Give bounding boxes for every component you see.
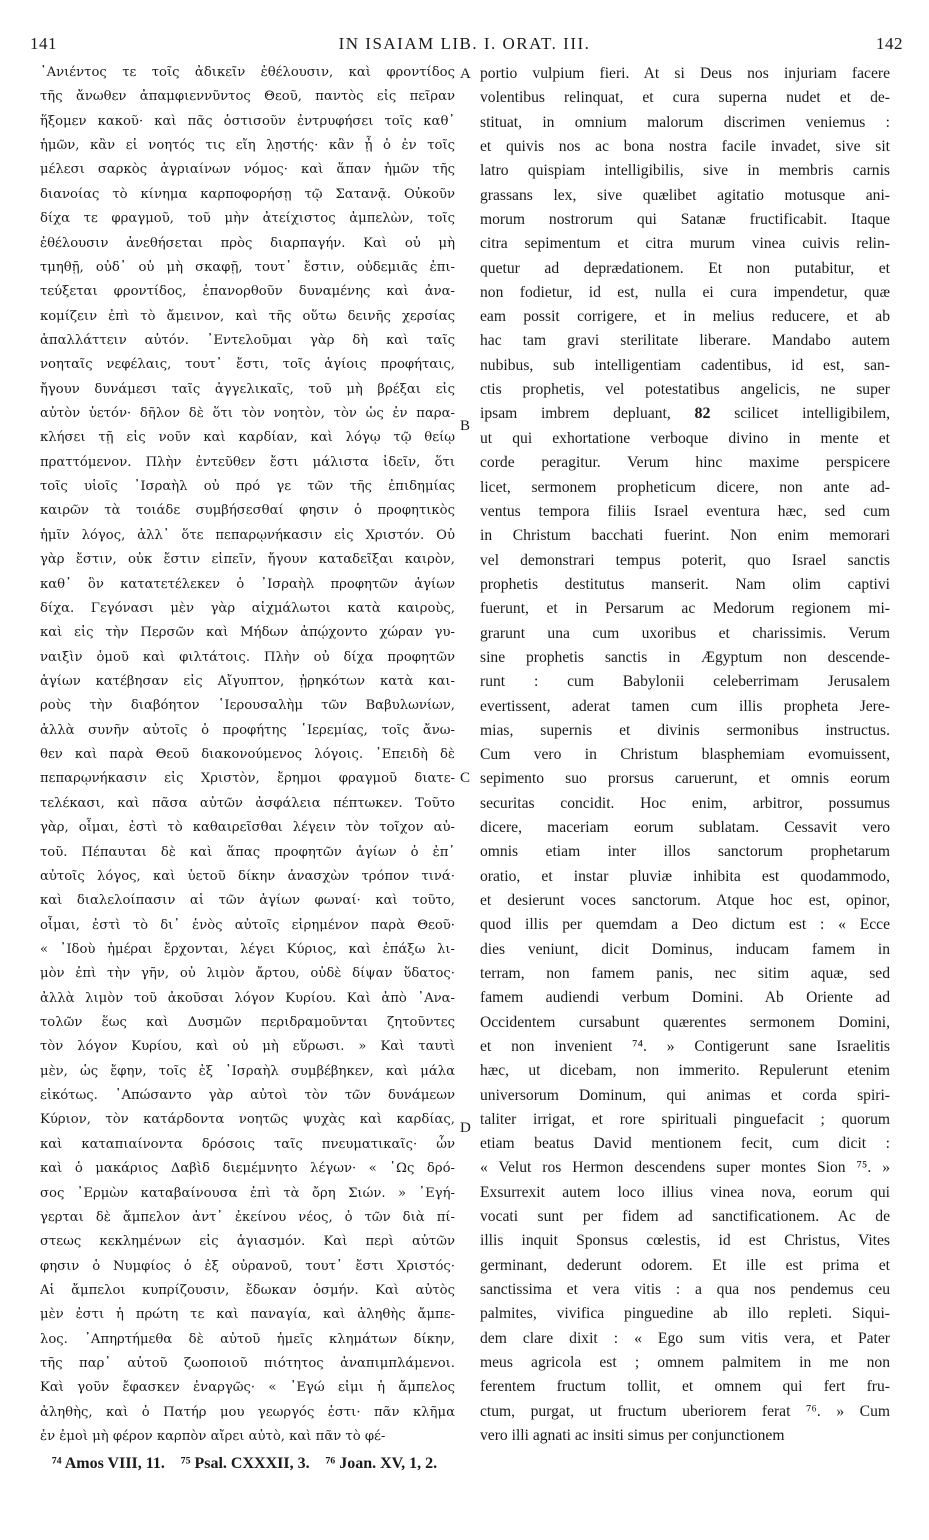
latin-line: « Velut ros Hermon descendens super montes Sion ⁷⁵. »: [480, 1159, 890, 1177]
latin-line: portio vulpium fieri. At si Deus nos injuriam facere: [480, 65, 890, 82]
latin-line: morum nostrorum qui Satanæ fructificabit. Itaque: [480, 210, 890, 228]
greek-line: ροὺς τὴν διαβόητον ῾Ιερουσαλὴμ τῶν Βαβυλωνίων,: [40, 698, 455, 714]
greek-line: τολῶν ἕως καὶ Δυσμῶν περιδραμοῦνται ζητοῦντες: [40, 1015, 455, 1031]
margin-marker-c: C: [460, 770, 471, 786]
latin-line: meus agricola est ; omnem palmitem in me non: [480, 1353, 890, 1371]
page-number-left: 141: [30, 34, 57, 53]
latin-line: in Christum bacchati fuerint. Non enim memorari: [480, 527, 890, 545]
latin-line: Occidentem cursabunt quærentes sermonem Domini,: [480, 1013, 890, 1031]
latin-line: vel demonstrari tempus poterit, quo Israel sanctis: [480, 551, 890, 569]
latin-line: oratio, et instar pluviæ inhibita est quodammodo,: [480, 867, 890, 885]
greek-line: Αἱ ἄμπελοι κυπρίζουσιν, ἔδωκαν ὀσμήν. Καὶ αὐτὸς: [40, 1282, 455, 1298]
latin-line: vocati sunt per fidem ad sanctificationem. Ac de: [480, 1208, 890, 1226]
latin-line: grarunt una cum uxoribus et charissimis. Verum: [480, 624, 890, 642]
margin-marker-b: B: [460, 418, 471, 434]
latin-line: etiam beatus David mentionem fecit, cum dicit :: [480, 1135, 890, 1153]
greek-line: ἐθέλουσιν ἀνεθήσεται πρὸς διαρπαγήν. Καὶ οὐ μὴ: [40, 235, 455, 251]
latin-line: grassans lex, sive quælibet agitatio motusque ani-: [480, 186, 890, 204]
greek-line: τὸν λόγον Κυρίου, καὶ οὐ μὴ εὕρωσι. » Καὶ ταυτὶ: [40, 1039, 455, 1055]
greek-line: ἐν ἐμοὶ μὴ φέρον καρπὸν αἴρει αὐτὸ, καὶ πᾶν τὸ φέ-: [40, 1429, 386, 1445]
latin-line: Cum vero in Christum blasphemiam evomuissent,: [480, 746, 890, 764]
latin-line: latro quispiam intelligibilis, sive in membris carnis: [480, 162, 890, 180]
greek-line: αὐτὸν ὑετόν· δῆλον δὲ ὅτι τὸν νοητὸν, τὸν ὡς ἐν παρα-: [40, 406, 455, 422]
latin-line: illis inquit Sponsus cœlestis, id est Christus, Vites: [480, 1232, 890, 1250]
greek-line: νοηταῖς νεφέλαις, τουτ᾿ ἔστι, τοῖς ἁγίοις προφήταις,: [40, 357, 455, 373]
latin-line: dem clare dixit : « Ego sum vitis vera, et Pater: [480, 1329, 890, 1347]
greek-line: θεν καὶ παρὰ Θεοῦ διακονούμενος λόγοις. ᾿Επειδὴ δὲ: [40, 747, 455, 763]
margin-marker-d: D: [460, 1120, 471, 1136]
latin-line: citra sepimentum et citra murum vinea cuivis relin-: [480, 235, 890, 253]
greek-line: διανοίας τὸ κίνημα καρποφορήσῃ τῷ Σατανᾷ. Οὐκοῦν: [40, 186, 455, 202]
latin-line: ferentem fructum tollit, et omnem qui fert fru-: [480, 1378, 890, 1396]
running-title: IN ISAIAM LIB. I. ORAT. III.: [338, 34, 591, 53]
latin-line: sine prophetis sanctis in Ægyptum non descende-: [480, 648, 890, 666]
footnote: ⁷⁶ Joan. XV, 1, 2.: [325, 1455, 438, 1472]
greek-line: μέλεσι σαρκὸς ἀγριαίνων νόμος· καὶ ἅπαν ἡμῶν τῆς: [40, 162, 455, 178]
latin-line: dies veniunt, dicit Dominus, inducam famem in: [480, 940, 890, 958]
greek-line: καὶ διαλελοίπασιν αἱ τῶν ἁγίων φωναί· καὶ τοῦτο,: [40, 893, 455, 909]
latin-line: sanctissima et vera vitis : a qua nos pendemus ceu: [480, 1281, 890, 1299]
latin-line: ipsam imbrem depluant, 82 scilicet intelligibilem,: [480, 405, 890, 423]
latin-line: volentibus relinquat, et cura superna nudet et de-: [480, 89, 890, 107]
greek-line: μὲν ἐστι ἡ πρώτη τε καὶ παναγία, καὶ ἀληθὴς ἄμπε-: [40, 1307, 455, 1323]
greek-line: ἀλλὰ λιμὸν τοῦ ἀκοῦσαι λόγον Κυρίου. Καὶ ἀπὸ ᾿Ανα-: [40, 990, 455, 1006]
greek-line: κλήσει τῇ εἰς νοῦν καὶ καρδίαν, καὶ λόγῳ τῷ θείῳ: [40, 430, 455, 446]
latin-line: germinant, dederunt odorem. Et ille est prima et: [480, 1256, 890, 1274]
footnote: ⁷⁴ Amos VIII, 11.: [52, 1455, 165, 1472]
latin-line: sepimento suo prorsus caruerunt, et omnis eorum: [480, 770, 890, 788]
latin-line: ctum, purgat, ut fructum uberiorem ferat ⁷⁶. » Cum: [480, 1402, 890, 1420]
greek-line: ἤγουν δυνάμεσι ταῖς ἀγγελικαῖς, τοῦ μὴ βρέξαι εἰς: [40, 381, 455, 397]
latin-line: et non invenient ⁷⁴. » Contigerunt sane Israelitis: [480, 1037, 890, 1055]
greek-line: τοῦ. Πέπαυται δὲ καὶ ἅπας προφητῶν ἁγίων ὁ ἐπ᾿: [40, 844, 455, 860]
greek-line: σος ᾿Ερμὼν καταβαίνουσα ἐπὶ τὰ ὄρη Σιών. » ᾿Εγή-: [40, 1185, 455, 1201]
margin-marker-a: A: [460, 66, 471, 82]
footnotes: [52, 1455, 453, 1473]
page-number-right: 142: [876, 34, 903, 53]
latin-line: stituat, in omnium malorum discrimen veniemus :: [480, 113, 890, 131]
greek-line: ἁγίων κατέβησαν εἰς Αἴγυπτον, ᾐρηκότων κατὰ και-: [40, 673, 455, 689]
greek-line: φησιν ὁ Νυμφίος ὁ ἐξ οὐρανοῦ, τουτ᾿ ἔστι Χριστός·: [40, 1258, 455, 1274]
greek-line: αὐτοῖς λόγος, καὶ ὑετοῦ δίκην ἀνασχὼν τρόπον τινά·: [40, 868, 455, 884]
greek-line: « ᾿Ιδοὺ ἡμέραι ἔρχονται, λέγει Κύριος, καὶ ἐπάξω λι-: [40, 941, 455, 957]
latin-line: taliter irrigat, et rore spirituali pinguefacit ; quorum: [480, 1110, 890, 1128]
greek-line: καὶ ὁ μακάριος Δαβὶδ διεμέμνητο λέγων· « ῾Ως δρό-: [40, 1161, 455, 1177]
greek-line: μὲν, ὡς ἔφην, τοῖς ἐξ ᾿Ισραὴλ συμβέβηκεν, καὶ μάλα: [40, 1063, 455, 1079]
latin-line: mias, supernis et divinis sermonibus instructus.: [480, 721, 890, 739]
latin-line: quetur ad deprædationem. Et non putabitur, et: [480, 259, 890, 277]
latin-line: eam possit corrigere, et in melius reducere, et ab: [480, 308, 890, 326]
latin-line: securitas concidit. Hoc enim, arbitror, possumus: [480, 794, 890, 812]
latin-line: fuerunt, et in Persarum ac Medorum regionem mi-: [480, 600, 890, 618]
greek-line: ᾿Ανιέντος τε τοῖς ἀδικεῖν ἐθέλουσιν, καὶ φροντίδος: [40, 65, 455, 80]
latin-line: et desierunt voces sanctorum. Atque hoc est, opinor,: [480, 892, 890, 910]
greek-text-column: [40, 66, 455, 1444]
greek-line: οἶμαι, ἐστὶ τὸ δι᾿ ἑνὸς αὐτοῖς εἰρημένον παρὰ Θεοῦ·: [40, 917, 455, 933]
greek-line: Κύριον, τὸν κατάρδοντα νοητῶς ψυχὰς καὶ καρδίας,: [40, 1112, 455, 1128]
greek-line: ἡμῖν λόγος, ἀλλ᾿ ὅτε πεπαρῳνήκασιν εἰς Χριστόν. Οὐ: [40, 527, 455, 543]
greek-line: πεπαρῳνήκασιν εἰς Χριστὸν, ἔρημοι φραγμοῦ διατε-: [40, 771, 455, 787]
latin-line: hæc, ut dicebam, non immerito. Repulerunt etenim: [480, 1062, 890, 1080]
latin-line: evertissent, aderat tamen cum illis propheta Jere-: [480, 697, 890, 715]
greek-line: Καὶ γοῦν ἔφασκεν ἐναργῶς· « ᾿Εγώ εἰμι ἡ ἄμπελος: [40, 1380, 455, 1396]
latin-line: dicere, maceriam eorum sublatam. Cessavit vero: [480, 819, 890, 837]
latin-line: licet, sermonem propheticum dicere, non ante ad-: [480, 478, 890, 496]
greek-line: λος. ᾿Απηρτήμεθα δὲ αὐτοῦ ἡμεῖς κλημάτων δίκην,: [40, 1331, 455, 1347]
greek-line: δίχα τε φραγμοῦ, τοῦ μὴν ἀτείχιστος ἀμπελὼν, τοῖς: [40, 211, 455, 227]
latin-line: terram, non famem panis, nec sitim aquæ, sed: [480, 964, 890, 982]
latin-line: ventus tempora filiis Israel eventura hæc, sed cum: [480, 503, 890, 521]
latin-line: nubibus, sub intelligentiam cadentibus, id est, san-: [480, 356, 890, 374]
greek-line: τεύξεται φροντίδος, ἐπανορθοῦν δυναμένης καὶ ἀνα-: [40, 284, 455, 300]
footnote: ⁷⁵ Psal. CXXXII, 3.: [180, 1455, 310, 1472]
greek-line: τμηθῇ, οὐδ᾿ οὐ μὴ σκαφῇ, τουτ᾿ ἔστιν, οὐδεμιᾶς ἐπι-: [40, 259, 455, 275]
greek-line: καθ᾿ ὃν κατατετέλεκεν ὁ ᾿Ισραὴλ προφητῶν ἁγίων: [40, 576, 455, 592]
latin-line: hac tam gravi sterilitate liberare. Mandabo autem: [480, 332, 890, 350]
latin-line: palmites, vivifica pinguedine ab illo repleti. Siqui-: [480, 1305, 890, 1323]
latin-line: non fodietur, id est, nulla ei cura impendetur, quæ: [480, 283, 890, 301]
latin-line: ut qui exhortatione verboque divino in mente et: [480, 430, 890, 448]
greek-line: τοῖς υἱοῖς ᾿Ισραὴλ οὐ πρό γε τῶν τῆς ἐπιδημίας: [40, 479, 455, 495]
greek-line: ἀπαλλάττειν αὐτόν. ᾿Εντελοῦμαι γὰρ δὴ καὶ ταῖς: [40, 332, 455, 348]
greek-line: στεως κεκλημένων εἰς ἁγιασμόν. Καὶ περὶ αὐτῶν: [40, 1234, 455, 1250]
greek-line: κομίζειν ἐπὶ τὸ ἄμεινον, καὶ τῆς οὕτω δεινῆς χερσίας: [40, 308, 455, 324]
latin-line: runt : cum Babylonii celeberrimam Jerusalem: [480, 673, 890, 691]
latin-line: vero illi agnati ac insiti simus per conjunctionem: [480, 1426, 785, 1444]
page-number-mark: 82: [694, 405, 711, 423]
latin-line: quod illis per quemdam a Deo dictum est : « Ecce: [480, 916, 890, 934]
greek-line: τελέκασι, καὶ πᾶσα αὐτῶν ἀσφάλεια πέπτωκεν. Τοῦτο: [40, 795, 455, 811]
greek-line: ἀλλὰ συνῆν αὐτοῖς ὁ προφήτης ῾Ιερεμίας, τοῖς ἄνω-: [40, 722, 455, 738]
latin-line: prophetis destitutus manserit. Nam olim captivi: [480, 575, 890, 593]
latin-text-column: [480, 66, 890, 1444]
latin-line: Exsurrexit autem loco illius vinea nova, eorum qui: [480, 1183, 890, 1201]
latin-line: corde peragitur. Verum hinc maxime perspicere: [480, 454, 890, 472]
latin-line: omnis etiam inter illos sanctorum prophetarum: [480, 843, 890, 861]
greek-line: ναιξὶν ὁμοῦ καὶ φιλτάτοις. Πλὴν οὐ δίχα προφητῶν: [40, 649, 455, 665]
greek-line: εἰκότως. ᾿Απώσαντο γὰρ αὐτοὶ τὸν τῶν δυνάμεων: [40, 1088, 455, 1104]
latin-line: et quivis nos ac bona nostra facile invadet, sive sit: [480, 137, 890, 155]
latin-line: ctis prophetis, vel potestatibus angelicis, ne super: [480, 381, 890, 399]
greek-line: γὰρ, οἶμαι, ἐστὶ τὸ καθαιρεῖσθαι λέγειν τὸν τοῖχον αὐ-: [40, 820, 455, 836]
greek-line: γὰρ ἔστιν, οὐκ ἔστιν εἰπεῖν, ἤγουν καταδεῖξαι καιρὸν,: [40, 552, 455, 568]
greek-line: τῆς ἄνωθεν ἀπαμφιεννῦντος Θεοῦ, παντὸς εἰς πεῖραν: [40, 89, 455, 105]
greek-line: τῆς παρ᾿ αὐτοῦ ζωοποιοῦ πιότητος ἀναπιμπλάμενοι.: [40, 1356, 455, 1372]
greek-line: ἥξομεν κακοῦ· καὶ πᾶς ὁστισοῦν ἐντρυφήσει τοῖς καθ᾿: [40, 113, 455, 129]
greek-line: ἡμῶν, κἂν εἰ νοητός τις εἴη λῃστής· κἂν ᾖ ὁ ἐν τοῖς: [40, 138, 455, 154]
greek-line: γερται δὲ ἄμπελον ἀντ᾿ ἐκείνου νέος, ὁ τῶν διὰ πί-: [40, 1209, 455, 1225]
latin-line: universorum Dominum, qui animas et corda spiri-: [480, 1086, 890, 1104]
greek-line: καὶ εἰς τὴν Περσῶν καὶ Μήδων ἀπῴχοντο χώραν γυ-: [40, 625, 455, 641]
latin-line: famem audiendi verbum Domini. Ab Oriente ad: [480, 989, 890, 1007]
greek-line: ἀληθὴς, καὶ ὁ Πατήρ μου γεωργός ἐστι· πᾶν κλῆμα: [40, 1404, 455, 1420]
greek-line: καιρῶν τὰ τοιάδε συμβήσεσθαί φησιν ὁ προφητικὸς: [40, 503, 455, 519]
greek-line: μὸν ἐπὶ τὴν γῆν, οὐ λιμὸν ἄρτου, οὐδὲ δίψαν ὕδατος·: [40, 966, 455, 982]
greek-line: δίχα. Γεγόνασι μὲν γὰρ αἰχμάλωτοι κατὰ καιροὺς,: [40, 600, 455, 616]
greek-line: πραττόμενον. Πλὴν ἐντεῦθεν ἔστι μάλιστα ἰδεῖν, ὅτι: [40, 454, 455, 470]
greek-line: καὶ καταπιαίνοντα δρόσοις ταῖς πνευματικαῖς· ὧν: [40, 1136, 455, 1152]
